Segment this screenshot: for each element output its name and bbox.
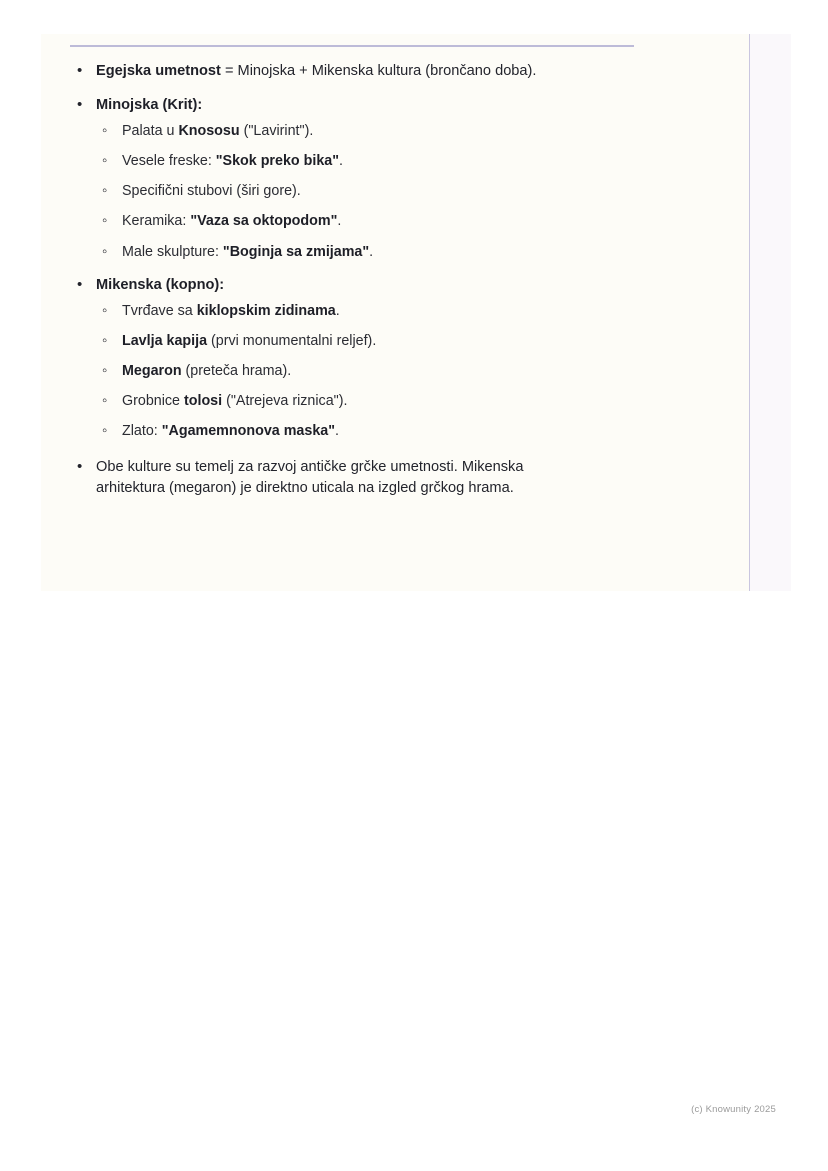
sublist-item: ◦ Megaron (preteča hrama). (96, 361, 710, 381)
right-margin-strip (750, 34, 791, 591)
sublist-item: ◦ Vesele freske: "Skok preko bika". (96, 151, 710, 171)
sublist-item: ◦ Lavlja kapija (prvi monumentalni reljef). (96, 331, 710, 351)
list-item (70, 275, 710, 442)
note-content (70, 61, 710, 512)
list-item-text: • Obe kulture su temelj za razvoj antičke grčke umetnosti. Mikenska arhitektura (megaron) je direktno uticala na izgled grčkog hrama. (96, 459, 524, 497)
list-item-text: • Minojska (Krit): (96, 96, 203, 113)
list-item (70, 95, 710, 262)
footer-copyright: (c) Knowunity 2025 (691, 1104, 776, 1115)
sublist-item: ◦ Tvrđave sa kiklopskim zidinama. (96, 301, 710, 321)
note-card (41, 34, 791, 591)
list-item (70, 457, 710, 498)
sublist-item: ◦ Specifični stubovi (širi gore). (96, 181, 710, 201)
sublist-item: ◦ Zlato: "Agamemnonova maska". (96, 421, 710, 441)
top-divider (70, 45, 634, 47)
note-card-body (41, 34, 750, 591)
list-item-text: • Egejska umetnost = Minojska + Mikenska kultura (brončano doba). (96, 63, 537, 79)
sublist-item: ◦ Male skulpture: "Boginja sa zmijama". (96, 242, 710, 262)
sublist-item: ◦ Keramika: "Vaza sa oktopodom". (96, 211, 710, 231)
sublist-item: ◦ Grobnice tolosi ("Atrejeva riznica"). (96, 391, 710, 411)
list-item (70, 61, 710, 82)
list-item-text: • Mikenska (kopno): (96, 276, 225, 293)
outline-list (70, 61, 710, 499)
sublist-minojska (96, 121, 710, 261)
sublist-mikenska (96, 301, 710, 441)
sublist-item: ◦ Palata u Knososu ("Lavirint"). (96, 121, 710, 141)
